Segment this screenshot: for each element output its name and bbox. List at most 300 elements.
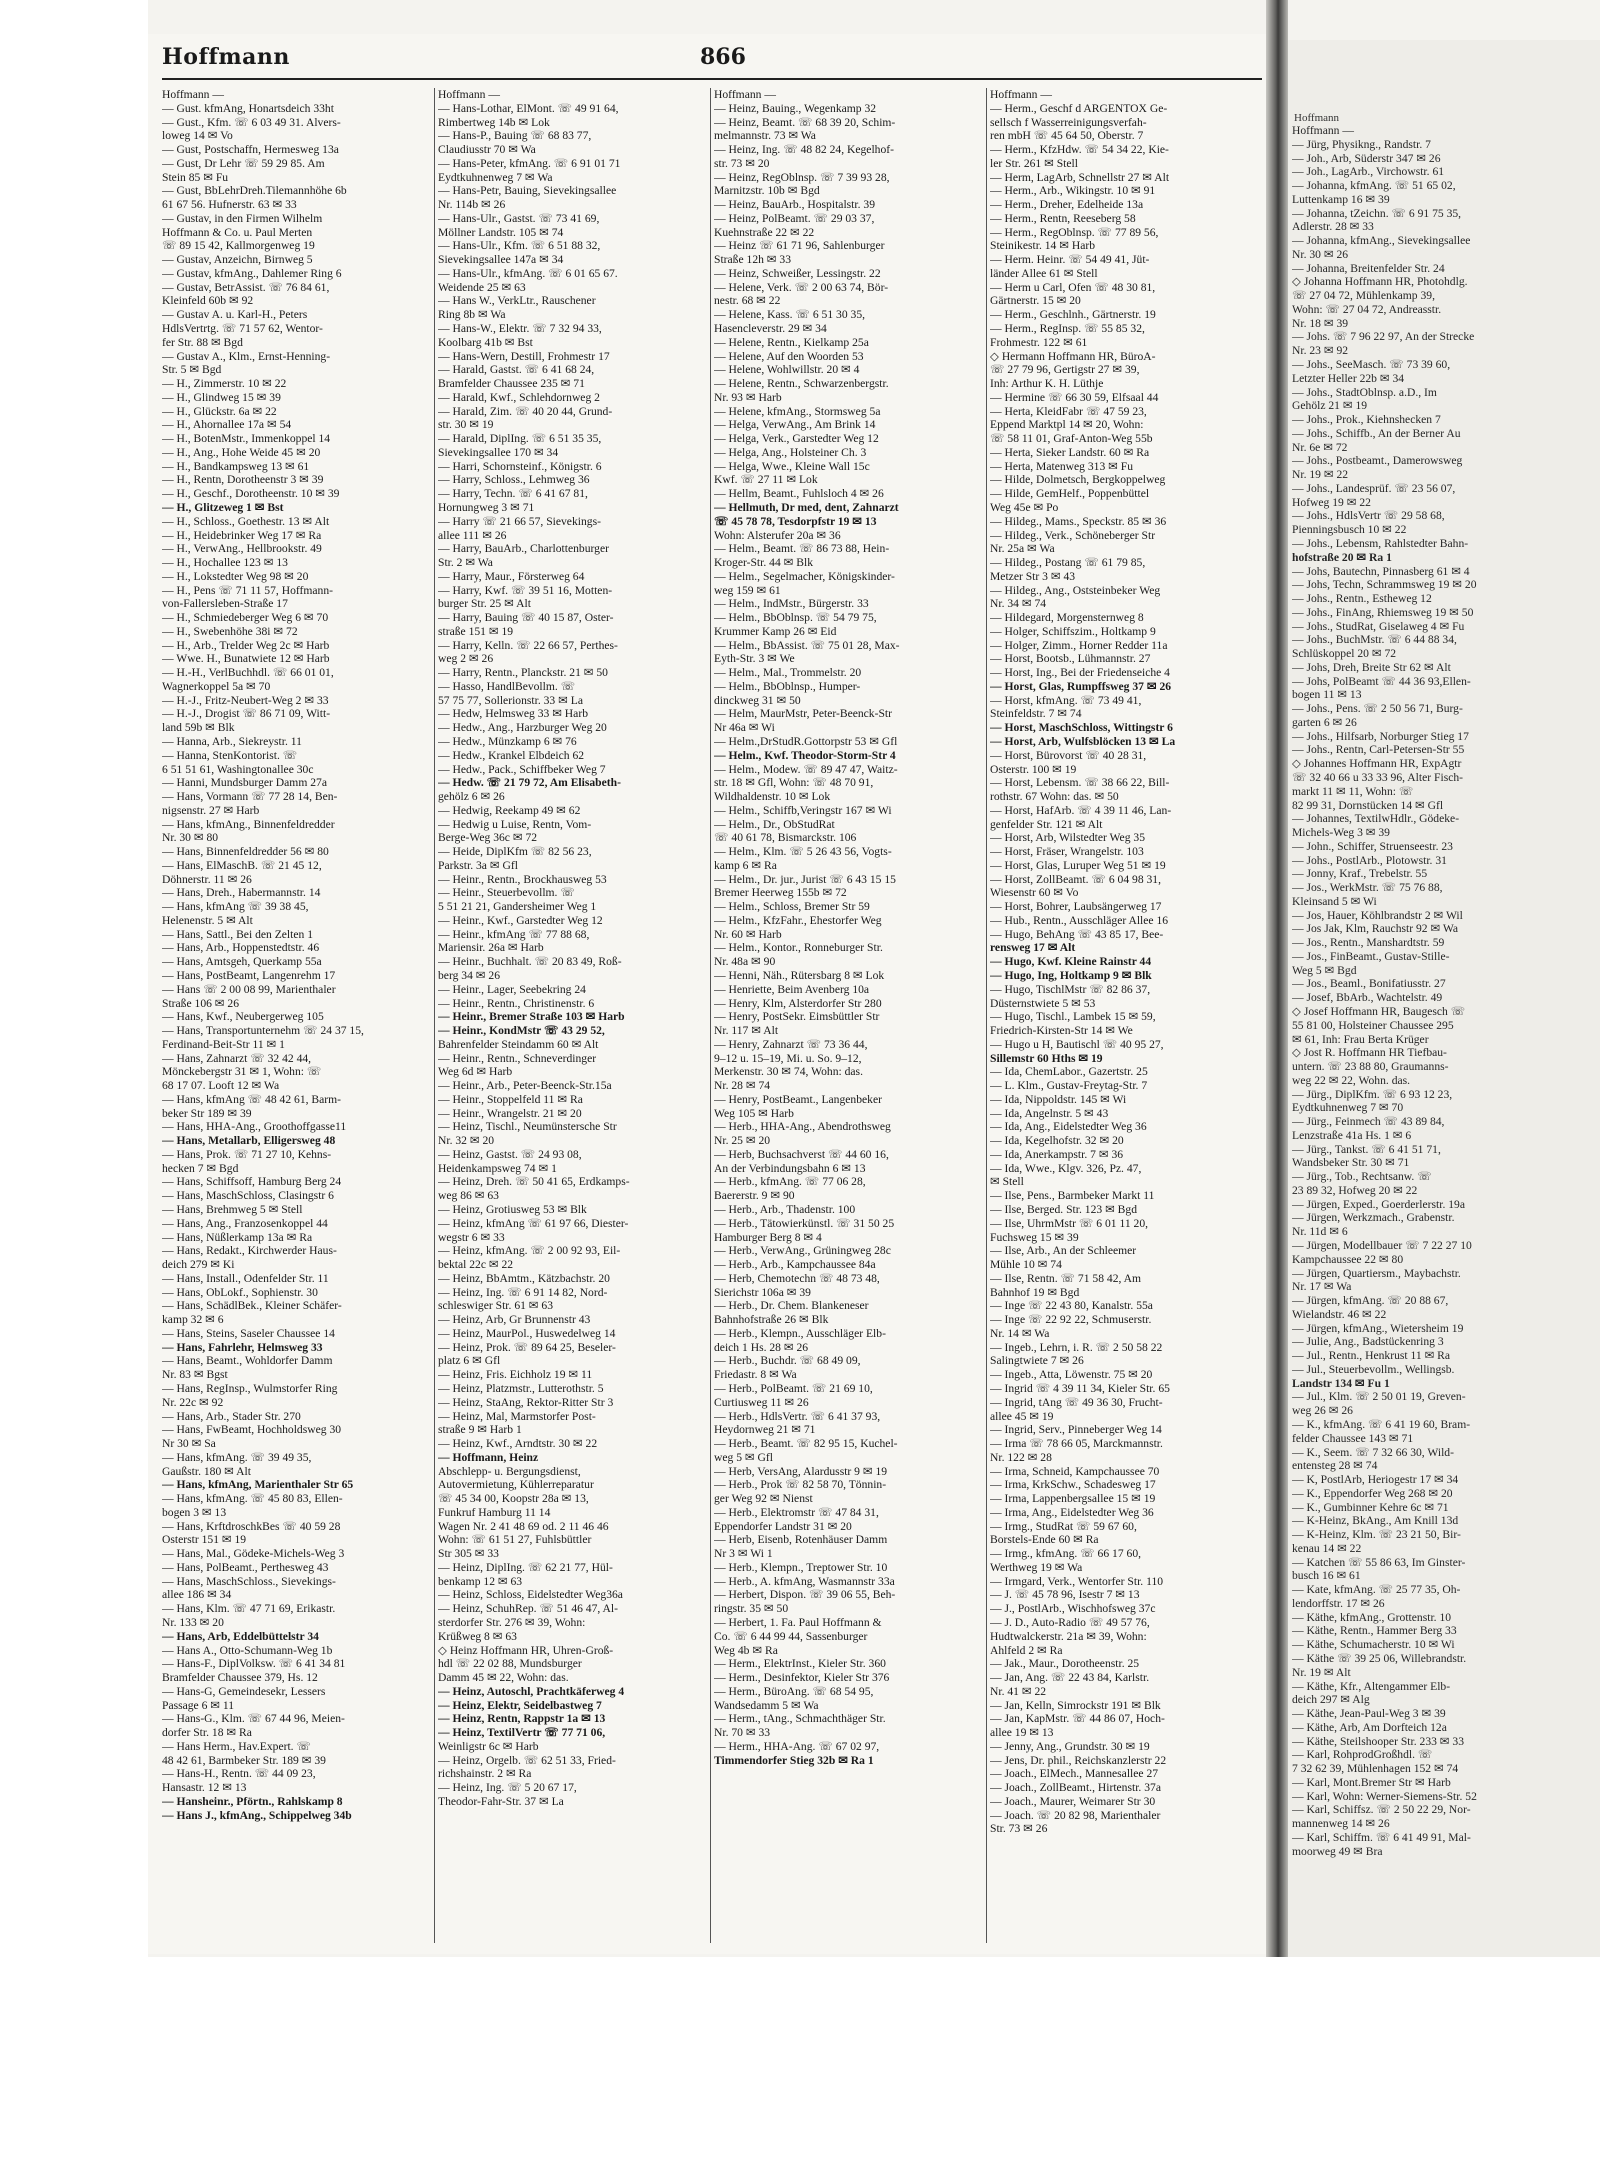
directory-entry: — Johs., Postbeamt., Damerowsweg bbox=[1292, 454, 1463, 468]
directory-entry: 48 42 61, Barmbeker Str. 189 ✉ 39 bbox=[162, 1753, 326, 1767]
directory-entry: Weg 45e ✉ Po bbox=[990, 500, 1059, 514]
directory-entry: — Hans-Wern, Destill, Frohmestr 17 bbox=[438, 349, 610, 363]
directory-entry: — Herm., Dreher, Edelheide 13a bbox=[990, 198, 1144, 212]
directory-entry: — Heinz, Orgelb. ☏ 62 51 33, Fried- bbox=[438, 1753, 616, 1767]
directory-entry: — Helm, MaurMstr, Peter-Beenck-Str bbox=[714, 707, 892, 721]
directory-entry: deich 1 Hs. 28 ✉ 26 bbox=[714, 1340, 809, 1354]
directory-entry: — Horst, Bürovorst ☏ 40 28 31, bbox=[990, 748, 1147, 762]
directory-entry: Osterstr. 100 ✉ 19 bbox=[990, 762, 1077, 776]
directory-entry: — Ingrid ☏ 4 39 11 34, Kieler Str. 65 bbox=[990, 1381, 1170, 1395]
directory-entry: weg 2 ✉ 26 bbox=[438, 652, 494, 666]
directory-entry: — Heinz, Rentn, Rappstr 1a ✉ 13 bbox=[438, 1712, 606, 1726]
directory-entry: — Jürgen, kfmAng. ☏ 20 88 67, bbox=[1292, 1294, 1449, 1308]
directory-entry: — Horst, Bootsb., Lühmannstr. 27 bbox=[990, 652, 1151, 666]
directory-entry: ◇ Josef Hoffmann HR, Baugesch ☏ bbox=[1292, 1005, 1466, 1018]
directory-entry: ☏ 27 04 72, Mühlenkamp 39, bbox=[1292, 289, 1435, 303]
directory-entry: — Heinz, Grotiusweg 53 ✉ Blk bbox=[438, 1203, 587, 1217]
directory-entry: — Ida, Nippoldstr. 145 ✉ Wi bbox=[990, 1092, 1127, 1106]
directory-entry: — Herm., Geschf d ARGENTOX Ge- bbox=[990, 101, 1168, 115]
directory-entry: — Karl, RohprodGroßhdl. ☏ bbox=[1292, 1748, 1433, 1762]
directory-entry: Hoffmann — bbox=[162, 88, 224, 101]
directory-entry: — Josef, BbArb., Wachtelstr. 49 bbox=[1292, 991, 1443, 1005]
directory-entry: — Henry, Zahnarzt ☏ 73 36 44, bbox=[714, 1037, 868, 1051]
directory-entry: Nr. 6e ✉ 72 bbox=[1292, 440, 1348, 454]
directory-entry: Nr. 17 ✉ Wa bbox=[1292, 1280, 1352, 1294]
directory-entry: — Hans, kfmAng, Marienthaler Str 65 bbox=[162, 1478, 354, 1492]
directory-entry: — Käthe, Arb, Am Dorfteich 12a bbox=[1292, 1720, 1447, 1734]
directory-entry: Kleinfeld 60b ✉ 92 bbox=[162, 294, 254, 308]
directory-entry: Salingtwiete 7 ✉ 26 bbox=[990, 1354, 1084, 1368]
directory-entry: — H., Hochallee 123 ✉ 13 bbox=[162, 556, 288, 570]
directory-entry: ren mbH ☏ 45 64 50, Oberstr. 7 bbox=[990, 129, 1144, 143]
directory-entry: — Kate, kfmAng. ☏ 25 77 35, Oh- bbox=[1292, 1583, 1461, 1597]
directory-entry: — Jos., FinBeamt., Gustav-Stille- bbox=[1292, 949, 1450, 963]
directory-entry: Michels-Weg 3 ✉ 39 bbox=[1292, 826, 1390, 840]
directory-entry: benkamp 12 ✉ 63 bbox=[438, 1574, 523, 1588]
directory-entry: ☏ 32 40 66 u 33 33 96, Alter Fisch- bbox=[1292, 770, 1464, 784]
directory-entry: Nr. 25 ✉ 20 bbox=[714, 1134, 771, 1148]
directory-entry: — Irmg., StudRat ☏ 59 67 60, bbox=[990, 1519, 1137, 1533]
directory-entry: Wiesenstr 60 ✉ Vo bbox=[990, 886, 1079, 900]
directory-entry: Str. 73 ✉ 26 bbox=[990, 1822, 1048, 1836]
directory-entry: — Heinz, BbAmtm., Kätzbachstr. 20 bbox=[438, 1271, 610, 1285]
directory-entry: Hasencleverstr. 29 ✉ 34 bbox=[714, 322, 827, 336]
directory-entry: Nr. 93 ✉ Harb bbox=[714, 390, 782, 404]
directory-entry: — Herb., kfmAng. ☏ 77 06 28, bbox=[714, 1175, 866, 1189]
directory-entry: 82 99 31, Dornstücken 14 ✉ Gfl bbox=[1292, 798, 1444, 812]
directory-entry: — Harry, Techn. ☏ 6 41 67 81, bbox=[438, 487, 588, 501]
directory-entry: — Johanna, kfmAng., Sievekingsallee bbox=[1292, 234, 1471, 248]
directory-entry: — Hans, HHA-Ang., Groothoffgasse11 bbox=[162, 1120, 347, 1134]
directory-entry: — Herm., tAng., Schmachthäger Str. bbox=[714, 1712, 886, 1726]
directory-entry: — Hans, Arb., Stader Str. 270 bbox=[162, 1409, 301, 1423]
directory-entry: str. 30 ✉ 19 bbox=[438, 418, 494, 432]
directory-entry: bogen 11 ✉ 13 bbox=[1292, 688, 1362, 702]
left-margin bbox=[0, 0, 148, 1957]
directory-entry: nestr. 68 ✉ 22 bbox=[714, 294, 781, 308]
directory-entry: — Heinz, Gastst. ☏ 24 93 08, bbox=[438, 1147, 582, 1161]
directory-entry: — Hans, Schiffsoff, Hamburg Berg 24 bbox=[162, 1175, 342, 1189]
directory-entry: — Hans-Peter, kfmAng. ☏ 6 91 01 71 bbox=[438, 156, 621, 170]
directory-entry: untern. ☏ 23 88 80, Graumanns- bbox=[1292, 1060, 1449, 1074]
directory-entry: — Helene, Rentn., Schwarzenbergstr. bbox=[714, 377, 889, 391]
directory-entry: Kwf. ☏ 27 11 ✉ Lok bbox=[714, 473, 818, 487]
directory-entry: — Heinr., Arb., Peter-Beenck-Str.15a bbox=[438, 1079, 612, 1093]
directory-entry: — Herm. Heinr. ☏ 54 49 41, Jüt- bbox=[990, 253, 1150, 267]
directory-entry: — H., Schmiedeberger Weg 6 ✉ 70 bbox=[162, 611, 329, 625]
directory-entry: Mönckebergstr 31 ✉ 1, Wohn: ☏ bbox=[162, 1065, 322, 1079]
directory-entry: ☏ 89 15 42, Kallmorgenweg 19 bbox=[162, 239, 315, 253]
directory-entry: — J., PostlArb., Wischhofsweg 37c bbox=[990, 1602, 1156, 1616]
column-divider bbox=[710, 88, 711, 1943]
directory-entry: — Irma, KrkSchw., Schadesweg 17 bbox=[990, 1478, 1156, 1492]
directory-entry: — Karl, Wohn: Werner-Siemens-Str. 52 bbox=[1292, 1789, 1477, 1803]
directory-entry: — Helm., Dr., ObStudRat bbox=[714, 817, 835, 831]
directory-entry: nigsenstr. 27 ✉ Harb bbox=[162, 803, 260, 817]
directory-entry: — H., Ang., Hohe Weide 45 ✉ 20 bbox=[162, 445, 321, 459]
directory-entry: — Herm., ElektrInst., Kieler Str. 360 bbox=[714, 1657, 886, 1671]
directory-entry: — Heinr., Stoppelfeld 11 ✉ Ra bbox=[438, 1092, 583, 1106]
directory-entry: Heidenkampsweg 74 ✉ 1 bbox=[438, 1161, 557, 1175]
directory-entry: — Helga, Ang., Holsteiner Ch. 3 bbox=[714, 445, 867, 459]
directory-entry: — Hugo, Ing, Holtkamp 9 ✉ Blk bbox=[990, 969, 1152, 982]
directory-entry: — H., Glindweg 15 ✉ 39 bbox=[162, 390, 281, 404]
directory-entry: — Herb., HHA-Ang., Abendrothsweg bbox=[714, 1120, 891, 1134]
directory-entry: — Hugo, Tischl., Lambek 15 ✉ 59, bbox=[990, 1010, 1156, 1024]
directory-entry: — K., kfmAng. ☏ 6 41 19 60, Bram- bbox=[1292, 1417, 1471, 1431]
directory-entry: — Henry, PostBeamt., Langenbeker bbox=[714, 1092, 882, 1106]
directory-entry: Str. 2 ✉ Wa bbox=[438, 556, 493, 570]
directory-entry: lendorffstr. 17 ✉ 26 bbox=[1292, 1596, 1385, 1610]
directory-entry: — J. D., Auto-Radio ☏ 49 57 76, bbox=[990, 1615, 1150, 1629]
directory-entry: — Joach., Maurer, Weimarer Str 30 bbox=[990, 1794, 1156, 1808]
directory-entry: — Jürg., Feinmech ☏ 43 89 84, bbox=[1292, 1115, 1445, 1129]
directory-entry: — Hans, kfmAng ☏ 39 38 45, bbox=[162, 900, 309, 914]
directory-entry: — Hans, kfmAng., Binnenfeldredder bbox=[162, 817, 335, 831]
directory-entry: — H.-J., Fritz-Neubert-Weg 2 ✉ 33 bbox=[162, 693, 329, 707]
directory-entry: — L. Klm., Gustav-Freytag-Str. 7 bbox=[990, 1079, 1148, 1093]
directory-entry: — Helga, Wwe., Kleine Wall 15c bbox=[714, 459, 870, 473]
directory-entry: — Johs., SeeMasch. ☏ 73 39 60, bbox=[1292, 358, 1451, 372]
directory-entry: — Henry, Klm, Alsterdorfer Str 280 bbox=[714, 996, 882, 1010]
directory-entry: moorweg 49 ✉ Bra bbox=[1292, 1844, 1383, 1858]
directory-entry: ◇ Johannes Hoffmann HR, ExpAgtr bbox=[1292, 757, 1462, 771]
directory-entry: — Hans, kfmAng ☏ 48 42 61, Barm- bbox=[162, 1092, 342, 1106]
directory-entry: Hoffmann — bbox=[714, 88, 776, 101]
directory-entry: — Heinz, Kwf., Arndtstr. 30 ✉ 22 bbox=[438, 1437, 598, 1451]
directory-entry: — Heinz, Ing. ☏ 6 91 14 82, Nord- bbox=[438, 1285, 608, 1299]
directory-entry: — Hugo, TischlMstr ☏ 82 86 37, bbox=[990, 982, 1151, 996]
directory-entry: weg 159 ✉ 61 bbox=[714, 583, 781, 597]
directory-entry: — Herm., Desinfektor, Kieler Str 376 bbox=[714, 1671, 890, 1685]
directory-entry: — Heinz, Tischl., Neumünstersche Str bbox=[438, 1120, 617, 1134]
directory-column-2 bbox=[438, 88, 708, 1809]
directory-entry: — Jos., WerkMstr. ☏ 75 76 88, bbox=[1292, 881, 1443, 895]
book-gutter bbox=[1266, 0, 1288, 1957]
directory-entry: — Hans, kfmAng. ☏ 39 49 35, bbox=[162, 1450, 312, 1464]
directory-entry: — H., Glückstr. 6a ✉ 22 bbox=[162, 404, 277, 418]
directory-entry: — Heinz, Prok. ☏ 89 64 25, Beseler- bbox=[438, 1340, 616, 1354]
directory-entry: Sievekingsallee 147a ✉ 34 bbox=[438, 253, 564, 267]
directory-entry: — Joach. ☏ 20 82 98, Marienthaler bbox=[990, 1808, 1161, 1822]
directory-entry: — Harry, Bauing ☏ 40 15 87, Oster- bbox=[438, 611, 614, 625]
directory-entry: — Heinz, Elektr, Seidelbastweg 7 bbox=[438, 1698, 602, 1712]
directory-entry: allee 186 ✉ 34 bbox=[162, 1588, 232, 1602]
column-divider bbox=[986, 88, 987, 1943]
directory-entry: — Helene, Kass. ☏ 6 51 30 35, bbox=[714, 308, 866, 322]
directory-entry: 55 81 00, Holsteiner Chaussee 295 bbox=[1292, 1018, 1454, 1032]
directory-entry: — Herb, Buchsachverst ☏ 44 60 16, bbox=[714, 1147, 889, 1161]
directory-entry: — Hedw., Krankel Elbdeich 62 bbox=[438, 748, 585, 762]
directory-entry: — Horst, Glas, Luruper Weg 51 ✉ 19 bbox=[990, 858, 1166, 872]
directory-entry: — Heinz ☏ 61 71 96, Sahlenburger bbox=[714, 239, 885, 253]
directory-entry: — Gust, BbLehrDreh.Tilemannhöhe 6b bbox=[162, 184, 347, 198]
directory-entry: Weg 4b ✉ Ra bbox=[714, 1643, 778, 1657]
directory-entry: — Hans-Ulr., Gastst. ☏ 73 41 69, bbox=[438, 211, 600, 225]
directory-entry: Str 305 ✉ 33 bbox=[438, 1547, 499, 1561]
directory-entry: Döhnerstr. 11 ✉ 26 bbox=[162, 872, 252, 886]
directory-entry: Nr. 18 ✉ 39 bbox=[1292, 316, 1349, 330]
directory-entry: Bahrenfelder Steindamm 60 ✉ Alt bbox=[438, 1037, 599, 1051]
directory-entry: deich 279 ✉ Ki bbox=[162, 1258, 235, 1272]
directory-entry: — Jos., Beaml., Bonifatiusstr. 27 bbox=[1292, 977, 1446, 991]
directory-entry: hofstraße 20 ✉ Ra 1 bbox=[1292, 550, 1392, 564]
directory-entry: — Hilde, Dolmetsch, Bergkoppelweg bbox=[990, 473, 1166, 487]
directory-entry: — Joach., ElMech., Mannesallee 27 bbox=[990, 1767, 1159, 1781]
directory-entry: busch 16 ✉ 61 bbox=[1292, 1569, 1361, 1583]
directory-entry: — H., Ahornallee 17a ✉ 54 bbox=[162, 418, 292, 432]
directory-entry: Nr. 19 ✉ Alt bbox=[1292, 1665, 1351, 1679]
directory-entry: ☏ 27 79 96, Gertigstr 27 ✉ 39, bbox=[990, 363, 1140, 377]
directory-entry: — Herm., KfzHdw. ☏ 54 34 22, Kie- bbox=[990, 143, 1169, 157]
directory-entry: Krummer Kamp 26 ✉ Eid bbox=[714, 624, 837, 638]
directory-entry: — Hilde, GemHelf., Poppenbüttel bbox=[990, 487, 1150, 501]
directory-entry: — Hans, Ang., Franzosenkoppel 44 bbox=[162, 1216, 328, 1230]
directory-entry: — Heinr., kfmAng ☏ 77 88 68, bbox=[438, 927, 590, 941]
directory-entry: — Hans, Metallarb, Elligersweg 48 bbox=[162, 1134, 336, 1148]
directory-entry: — Hans, Transportunternehm ☏ 24 37 15, bbox=[162, 1024, 364, 1038]
directory-entry: — Hans, MaschSchloss., Sievekings- bbox=[162, 1574, 336, 1588]
directory-entry: — Hildegard, Morgensternweg 8 bbox=[990, 611, 1144, 625]
directory-entry: — Heinz, Mal, Marmstorfer Post- bbox=[438, 1409, 596, 1423]
header-rule bbox=[162, 78, 1262, 80]
directory-entry: — Johs., Landesprüf. ☏ 23 56 07, bbox=[1292, 481, 1456, 495]
directory-entry: Nr. 32 ✉ 20 bbox=[438, 1134, 495, 1148]
directory-entry: — Hans-G, Gemeindesekr, Lessers bbox=[162, 1684, 326, 1698]
directory-entry: — Helm., Mal., Trommelstr. 20 bbox=[714, 666, 862, 680]
directory-entry: str. 73 ✉ 20 bbox=[714, 156, 770, 170]
directory-entry: Hofweg 19 ✉ 22 bbox=[1292, 495, 1371, 509]
directory-entry: — Hans-P., Bauing ☏ 68 83 77, bbox=[438, 129, 592, 143]
directory-entry: — Hans, PolBeamt., Perthesweg 43 bbox=[162, 1560, 329, 1574]
directory-entry: ☏ 40 61 78, Bismarckstr. 106 bbox=[714, 831, 857, 845]
directory-entry: Lenzstraße 41a Hs. 1 ✉ 6 bbox=[1292, 1128, 1412, 1142]
directory-entry: Str. 5 ✉ Bgd bbox=[162, 363, 222, 377]
directory-entry: — Helene, Auf den Woorden 53 bbox=[714, 349, 864, 363]
directory-entry: Co. ☏ 6 44 99 44, Sassenburger bbox=[714, 1629, 868, 1643]
directory-entry: Abschlepp- u. Bergungsdienst, bbox=[438, 1464, 581, 1478]
directory-entry: — Jul., Klm. ☏ 2 50 01 19, Greven- bbox=[1292, 1390, 1466, 1404]
column-divider bbox=[434, 88, 435, 1943]
directory-entry: — H.-H., VerlBuchhdl. ☏ 66 01 01, bbox=[162, 666, 334, 680]
directory-entry: — Harald, Gastst. ☏ 6 41 68 24, bbox=[438, 363, 595, 377]
directory-entry: — Heinz, Bauing., Wegenkamp 32 bbox=[714, 101, 877, 115]
directory-entry: — Ilse, Berged. Str. 123 ✉ Bgd bbox=[990, 1203, 1138, 1217]
directory-entry: Straße 12h ✉ 33 bbox=[714, 253, 792, 267]
directory-entry: — Hans ☏ 2 00 08 99, Marienthaler bbox=[162, 982, 336, 996]
directory-entry: ✉ 61, Inh: Frau Berta Krüger bbox=[1292, 1032, 1429, 1046]
directory-entry: land 59b ✉ Blk bbox=[162, 721, 235, 735]
directory-entry: Damm 45 ✉ 22, Wohn: das. bbox=[438, 1671, 569, 1685]
directory-entry: — Helm., Schloss, Bremer Str 59 bbox=[714, 900, 870, 914]
directory-entry: — Hanna, Arb., Siekreystr. 11 bbox=[162, 734, 302, 748]
directory-entry: allee 45 ✉ 19 bbox=[990, 1409, 1054, 1423]
directory-entry: — Heinz, Arb, Gr Brunnenstr 43 bbox=[438, 1313, 591, 1327]
directory-entry: — K., Seem. ☏ 7 32 66 30, Wild- bbox=[1292, 1445, 1454, 1459]
directory-entry: deich 297 ✉ Alg bbox=[1292, 1693, 1370, 1707]
directory-entry: — Ida, Wwe., Klgv. 326, Pz. 47, bbox=[990, 1161, 1142, 1175]
directory-entry: garten 6 ✉ 26 bbox=[1292, 715, 1357, 729]
directory-entry: — Gustav, Anzeichn, Birnweg 5 bbox=[162, 253, 313, 267]
directory-entry: — Herm., BüroAng. ☏ 68 54 95, bbox=[714, 1684, 874, 1698]
directory-entry: — H., Schloss., Goethestr. 13 ✉ Alt bbox=[162, 514, 330, 528]
directory-entry: — John., Schiffer, Struenseestr. 23 bbox=[1292, 839, 1453, 853]
directory-entry: loweg 14 ✉ Vo bbox=[162, 129, 233, 143]
directory-entry: — Herb., PolBeamt. ☏ 21 69 10, bbox=[714, 1381, 873, 1395]
directory-entry: Nr 46a ✉ Wi bbox=[714, 721, 775, 735]
directory-entry: — Helm., Klm. ☏ 5 26 43 56, Vogts- bbox=[714, 845, 892, 859]
directory-entry: länder Allee 61 ✉ Stell bbox=[990, 266, 1098, 280]
directory-entry: Ring 8b ✉ Wa bbox=[438, 308, 506, 322]
directory-entry: — Johs., StudRat, Giselaweg 4 ✉ Fu bbox=[1292, 619, 1465, 633]
directory-entry: Wohn: ☏ 27 04 72, Andreasstr. bbox=[1292, 302, 1442, 316]
directory-entry: Adlerstr. 28 ✉ 33 bbox=[1292, 220, 1374, 234]
directory-entry: 68 17 07. Looft 12 ✉ Wa bbox=[162, 1079, 280, 1093]
directory-entry: Straße 106 ✉ 26 bbox=[162, 996, 240, 1010]
directory-entry: Eydtkuhnenweg 7 ✉ Wa bbox=[438, 170, 553, 184]
directory-entry: — Jos, Hauer, Köhlbrandstr 2 ✉ Wil bbox=[1292, 908, 1463, 922]
directory-column-3 bbox=[714, 88, 984, 1767]
directory-entry: Autovermietung, Kühlerreparatur bbox=[438, 1478, 594, 1492]
directory-entry: — Helga, VerwAng., Am Brink 14 bbox=[714, 418, 876, 432]
directory-entry: Sillemstr 60 Hths ✉ 19 bbox=[990, 1051, 1103, 1065]
directory-entry: — Johannes, TextilwHdlr., Gödeke- bbox=[1292, 812, 1460, 826]
bottom-margin bbox=[0, 1957, 1600, 2177]
directory-entry: — Heinr., Bremer Straße 103 ✉ Harb bbox=[438, 1010, 625, 1024]
directory-entry: — Hans, RegInsp., Wulmstorfer Ring bbox=[162, 1381, 338, 1395]
directory-entry: Bahnhofstraße 26 ✉ Blk bbox=[714, 1313, 829, 1327]
directory-entry: — Käthe, Rentn., Hammer Berg 33 bbox=[1292, 1624, 1457, 1638]
directory-entry: Nr. 19 ✉ 22 bbox=[1292, 468, 1349, 482]
directory-entry: — Jürgen, Quartiersm., Maybachstr. bbox=[1292, 1266, 1461, 1280]
directory-entry: kenau 14 ✉ 22 bbox=[1292, 1541, 1362, 1555]
directory-entry: Wagnerkoppel 5a ✉ 70 bbox=[162, 679, 271, 693]
page-title: Hoffmann bbox=[162, 44, 290, 70]
directory-entry: — Hans, Dreh., Habermannstr. 14 bbox=[162, 886, 321, 900]
directory-entry: Eyth-Str. 3 ✉ We bbox=[714, 652, 795, 666]
directory-entry: — Harry, BauArb., Charlottenburger bbox=[438, 542, 609, 556]
directory-entry: — Heinr., Rentn., Christinenstr. 6 bbox=[438, 996, 595, 1010]
directory-entry: fer Str. 88 ✉ Bgd bbox=[162, 335, 243, 349]
directory-entry: — Helm., KfzFahr., Ehestorfer Weg bbox=[714, 913, 882, 927]
directory-entry: Bramfelder Chaussee 379, Hs. 12 bbox=[162, 1671, 318, 1685]
directory-entry: — Herta, KleidFabr ☏ 47 59 23, bbox=[990, 404, 1147, 418]
directory-entry: — Gustav A. u. Karl-H., Peters bbox=[162, 308, 308, 322]
directory-entry: — Horst, Lebensm. ☏ 38 66 22, Bill- bbox=[990, 776, 1170, 790]
directory-entry: — Karl, Mont.Bremer Str ✉ Harb bbox=[1292, 1775, 1451, 1789]
directory-entry: — Irma, Lappenbergsallee 15 ✉ 19 bbox=[990, 1492, 1156, 1506]
directory-entry: Sierichstr 106a ✉ 39 bbox=[714, 1285, 811, 1299]
directory-entry: — Gustav A., Klm., Ernst-Henning- bbox=[162, 349, 331, 363]
directory-entry: — Hans, MaschSchloss, Clasingstr 6 bbox=[162, 1189, 334, 1203]
directory-entry: Steinfeldstr. 7 ✉ 74 bbox=[990, 707, 1082, 721]
directory-entry: berg 34 ✉ 26 bbox=[438, 969, 500, 982]
directory-entry: — Ingrid, tAng ☏ 49 36 30, Frucht- bbox=[990, 1395, 1163, 1409]
directory-entry: — Jul., Rentn., Henkrust 11 ✉ Ra bbox=[1292, 1349, 1451, 1363]
directory-entry: Letzter Heller 22b ✉ 34 bbox=[1292, 371, 1405, 385]
directory-entry: — Heinz, BauArb., Hospitalstr. 39 bbox=[714, 198, 876, 212]
directory-entry: — Johs., Lebensm, Rahlstedter Bahn- bbox=[1292, 536, 1469, 550]
directory-entry: — Heinr., Rentn., Brockhausweg 53 bbox=[438, 872, 607, 886]
directory-entry: Eppend Marktpl 14 ✉ 20, Wohn: bbox=[990, 418, 1144, 432]
directory-entry: — Helm., BbOblnsp. ☏ 54 79 75, bbox=[714, 611, 877, 625]
directory-entry: ◇ Hermann Hoffmann HR, BüroA- bbox=[990, 349, 1156, 363]
right-page-header: Hoffmann bbox=[1294, 112, 1340, 124]
directory-entry: — Hans, Steins, Saseler Chaussee 14 bbox=[162, 1326, 335, 1340]
page-number: 866 bbox=[700, 44, 746, 70]
directory-entry: — Helene, Rentn., Kielkamp 25a bbox=[714, 335, 869, 349]
directory-entry: — Hasso, HandlBevollm. ☏ bbox=[438, 679, 576, 693]
directory-entry: Nr. 14 ✉ Wa bbox=[990, 1326, 1050, 1340]
directory-entry: — Herb., Arb., Thadenstr. 100 bbox=[714, 1203, 856, 1217]
directory-entry: — Johs., PostlArb., Plotowstr. 31 bbox=[1292, 853, 1447, 867]
directory-entry: ler Str. 261 ✉ Stell bbox=[990, 156, 1078, 170]
directory-entry: rensweg 17 ✉ Alt bbox=[990, 941, 1076, 955]
directory-entry: — H., Geschf., Dorotheenstr. 10 ✉ 39 bbox=[162, 487, 340, 501]
directory-entry: — K-Heinz, Klm. ☏ 23 21 50, Bir- bbox=[1292, 1528, 1461, 1542]
directory-entry: kamp 6 ✉ Ra bbox=[714, 858, 777, 872]
directory-entry: Hoffmann — bbox=[1292, 124, 1354, 137]
directory-entry: — Helene, Verk. ☏ 2 00 63 74, Bör- bbox=[714, 280, 889, 294]
directory-entry: melmannstr. 73 ✉ Wa bbox=[714, 129, 816, 143]
directory-entry: straße 151 ✉ 19 bbox=[438, 624, 514, 638]
directory-entry: — Hans, Fahrlehr, Helmsweg 33 bbox=[162, 1340, 323, 1354]
directory-entry: Kroger-Str. 44 ✉ Blk bbox=[714, 556, 814, 570]
directory-entry: Nr. 133 ✉ 20 bbox=[162, 1615, 224, 1629]
right-page-column bbox=[1292, 124, 1592, 1858]
directory-entry: Hamburger Berg 8 ✉ 4 bbox=[714, 1230, 822, 1244]
directory-entry: — Heinz, Autoschl, Prachtkäferweg 4 bbox=[438, 1684, 625, 1698]
directory-entry: — Hans-H., Rentn. ☏ 44 09 23, bbox=[162, 1767, 316, 1781]
directory-entry: — Johs., HdlsVertr ☏ 29 58 68, bbox=[1292, 509, 1445, 523]
directory-entry: Steinikestr. 14 ✉ Harb bbox=[990, 239, 1096, 253]
directory-entry: — Horst, Bohrer, Laubsängerweg 17 bbox=[990, 900, 1162, 914]
directory-entry: — Hans, Klm. ☏ 47 71 69, Erikastr. bbox=[162, 1602, 336, 1616]
directory-entry: — Harry, Rentn., Planckstr. 21 ✉ 50 bbox=[438, 666, 608, 680]
directory-entry: — Gust, Postschaffn, Hermesweg 13a bbox=[162, 143, 339, 157]
directory-entry: — Helene, Wohlwillstr. 20 ✉ 4 bbox=[714, 363, 860, 377]
directory-entry: richshainstr. 2 ✉ Ra bbox=[438, 1767, 532, 1781]
directory-entry: — Helm., BbAssist. ☏ 75 01 28, Max- bbox=[714, 638, 900, 652]
directory-entry: — Horst, Arb, Wilstedter Weg 35 bbox=[990, 831, 1145, 845]
directory-entry: — Hans Herm., Hav.Expert. ☏ bbox=[162, 1739, 311, 1753]
directory-entry: — Ilse, Pens., Barmbeker Markt 11 bbox=[990, 1189, 1155, 1203]
directory-entry: — H., Zimmerstr. 10 ✉ 22 bbox=[162, 377, 287, 391]
directory-entry: — Hans W., VerkLtr., Rauschener bbox=[438, 294, 596, 308]
directory-entry: — Horst, Fräser, Wrangelstr. 103 bbox=[990, 845, 1144, 859]
directory-entry: sterdorfer Str. 276 ✉ 39, Wohn: bbox=[438, 1615, 586, 1629]
directory-entry: — Jak., Maur., Dorotheenstr. 25 bbox=[990, 1657, 1140, 1671]
directory-entry: — Johs., Pens. ☏ 2 50 56 71, Burg- bbox=[1292, 702, 1463, 716]
directory-entry: 7 32 62 39, Mühlenhagen 152 ✉ 74 bbox=[1292, 1762, 1459, 1776]
directory-entry: — Hedw., Münzkamp 6 ✉ 76 bbox=[438, 734, 577, 748]
directory-entry: Möllner Landstr. 105 ✉ 74 bbox=[438, 225, 564, 239]
directory-entry: — Heinz, kfmAng. ☏ 2 00 92 93, Eil- bbox=[438, 1244, 621, 1258]
directory-entry: — Hans-G., Klm. ☏ 67 44 96, Meien- bbox=[162, 1712, 345, 1726]
directory-entry: Borstels-Ende 60 ✉ Ra bbox=[990, 1533, 1099, 1547]
directory-entry: ger Weg 92 ✉ Nienst bbox=[714, 1492, 813, 1506]
directory-entry: — Ida, Ang., Eidelstedter Weg 36 bbox=[990, 1120, 1147, 1134]
directory-entry: — Herta, Sieker Landstr. 60 ✉ Ra bbox=[990, 445, 1150, 459]
directory-entry: — Harald, Zim. ☏ 40 20 44, Grund- bbox=[438, 404, 613, 418]
directory-entry: hecken 7 ✉ Bgd bbox=[162, 1161, 239, 1175]
directory-entry: Berge-Weg 36c ✉ 72 bbox=[438, 831, 538, 845]
directory-entry: 23 89 32, Hofweg 20 ✉ 22 bbox=[1292, 1183, 1418, 1197]
directory-entry: ☏ 45 34 00, Koopstr 28a ✉ 13, bbox=[438, 1492, 589, 1506]
directory-entry: — Heinz, SchuhRep. ☏ 51 46 47, Al- bbox=[438, 1602, 619, 1616]
directory-entry: — Jürgen, Werkzmach., Grabenstr. bbox=[1292, 1211, 1455, 1225]
directory-entry: — Helga, Verk., Garstedter Weg 12 bbox=[714, 432, 879, 446]
